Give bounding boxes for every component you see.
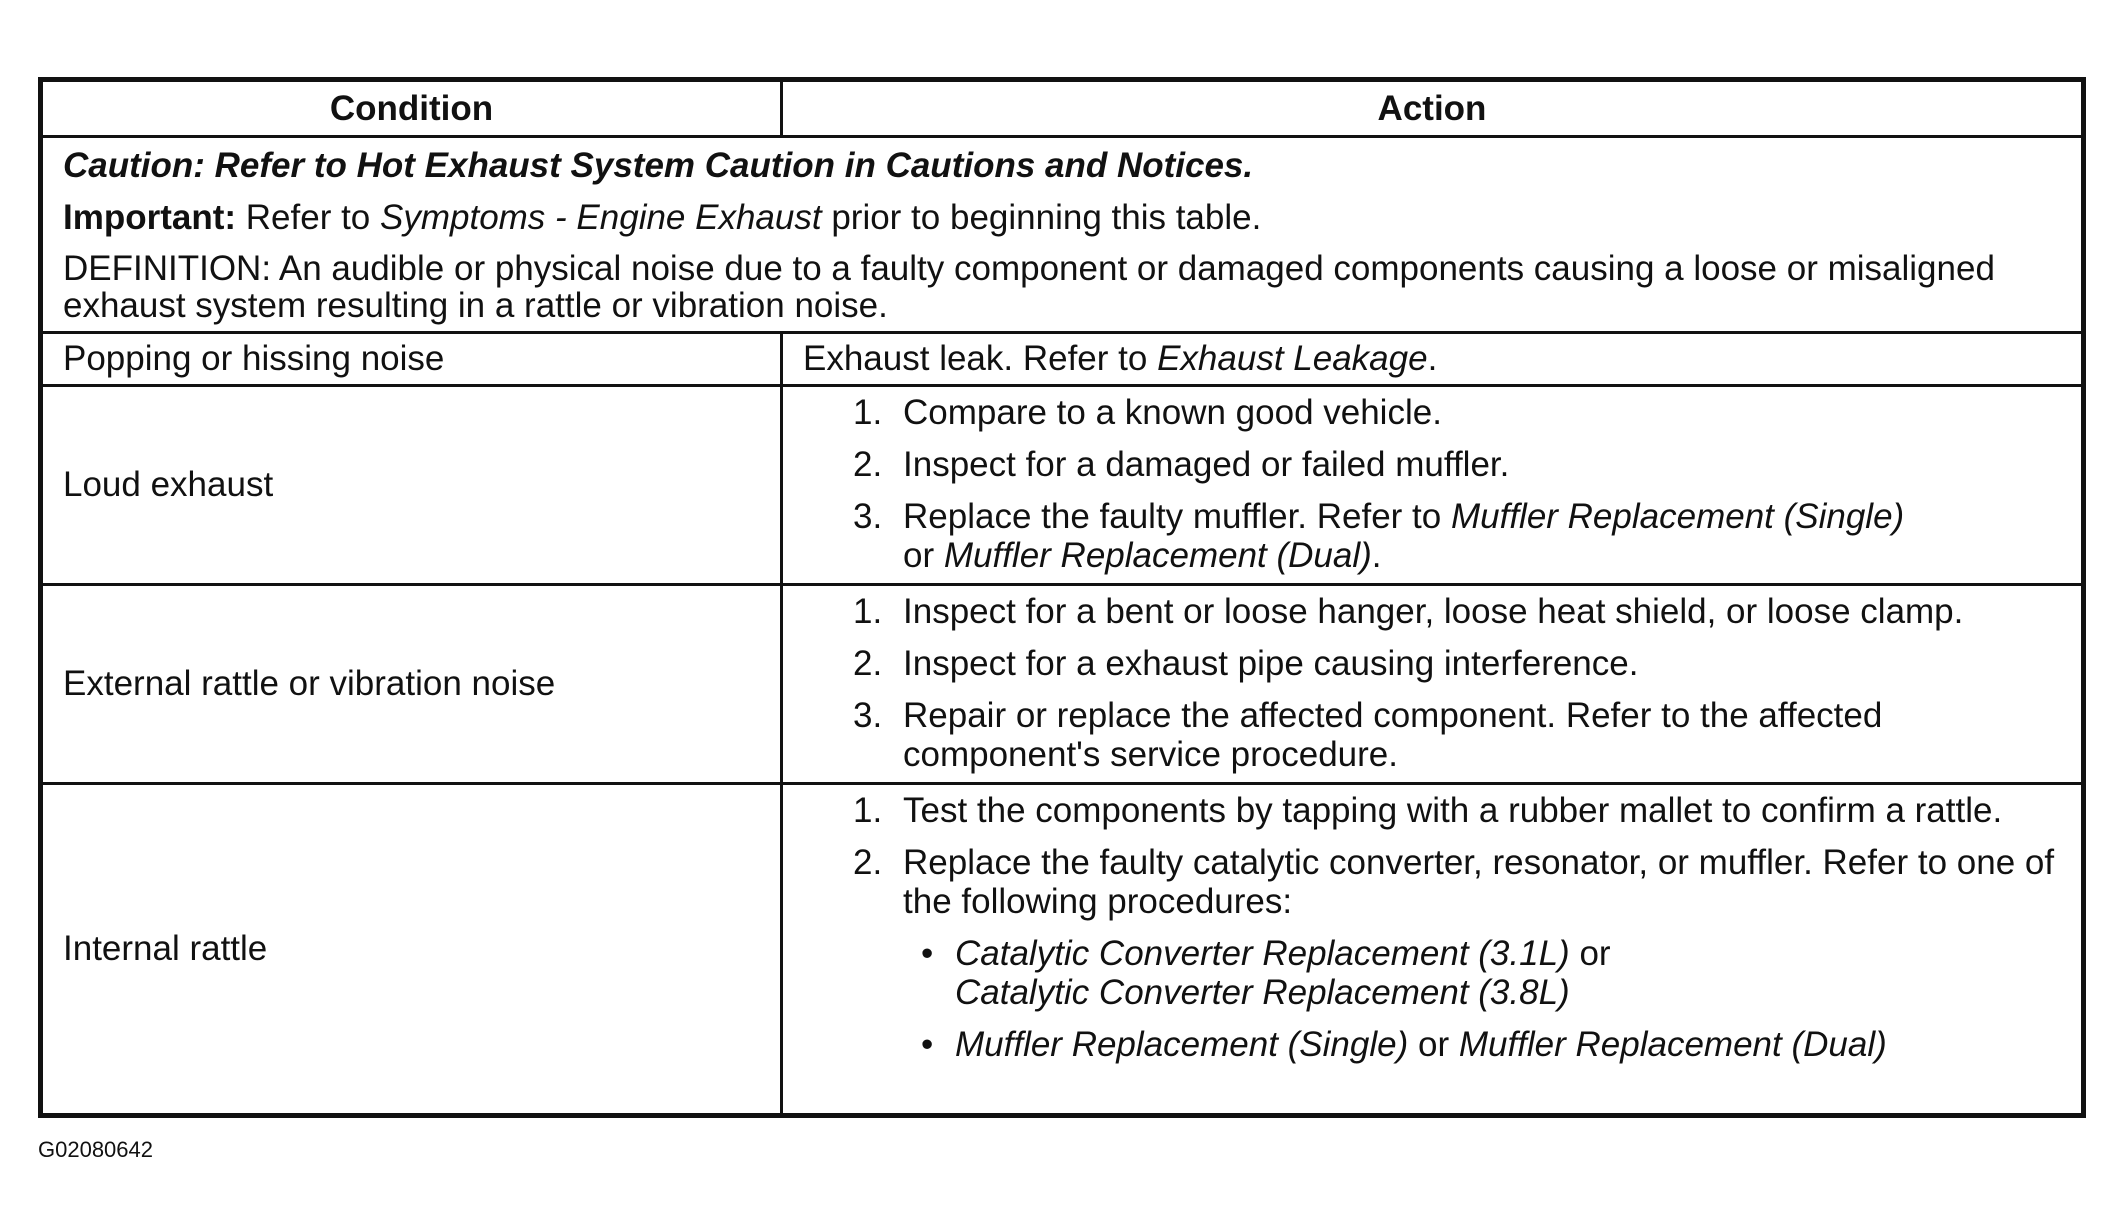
intro-row	[43, 135, 2081, 331]
list-item	[903, 934, 2061, 1012]
important-note	[63, 185, 2061, 237]
step-text: Replace the faulty catalytic converter, resonator, or muffler. Refer to one of the following procedures:	[903, 843, 2055, 921]
list-item	[803, 497, 2061, 575]
cat-converter-31-link[interactable]: Catalytic Converter Replacement (3.1L)	[955, 934, 1570, 973]
condition-cell: Loud exhaust	[43, 387, 783, 583]
condition-cell: External rattle or vibration noise	[43, 586, 783, 782]
action-cell	[783, 785, 2081, 1113]
step-text: Inspect for a bent or loose hanger, loose heat shield, or loose clamp.	[903, 592, 1964, 631]
step-text: Replace the faulty muffler. Refer to	[903, 497, 1451, 536]
step-list	[803, 785, 2061, 1064]
table-row	[43, 384, 2081, 583]
step-number: 3.	[853, 497, 883, 536]
step-number: 1.	[853, 393, 883, 432]
cat-converter-38-link[interactable]: Catalytic Converter Replacement (3.8L)	[955, 973, 1570, 1012]
condition-cell: Popping or hissing noise	[43, 334, 783, 384]
bullet-icon: •	[921, 934, 934, 973]
muffler-dual-link[interactable]: Muffler Replacement (Dual)	[943, 536, 1372, 575]
step-number: 2.	[853, 644, 883, 683]
list-item	[803, 644, 2061, 683]
exhaust-leakage-link[interactable]: Exhaust Leakage	[1157, 339, 1428, 378]
muffler-single-link[interactable]: Muffler Replacement (Single)	[1450, 497, 1905, 536]
table-row	[43, 331, 2081, 384]
step-number: 2.	[853, 445, 883, 484]
action-cell	[783, 586, 2081, 782]
table-row	[43, 782, 2081, 1113]
list-item	[803, 791, 2061, 830]
muffler-single-link[interactable]: Muffler Replacement (Single)	[955, 1025, 1409, 1064]
step-number: 1.	[853, 592, 883, 631]
figure-id: G02080642	[38, 1137, 153, 1162]
step-text: Compare to a known good vehicle.	[903, 393, 1442, 432]
important-link[interactable]: Symptoms - Engine Exhaust	[380, 198, 822, 237]
step-text: Test the components by tapping with a rubber mallet to confirm a rattle.	[903, 791, 2003, 830]
definition-text: DEFINITION: An audible or physical noise due to a faulty component or damaged components causing a loose or misaligned exhaust system resulting in a rattle or vibration noise.	[63, 249, 1995, 325]
step-list	[803, 586, 2061, 774]
important-pre: Refer to	[236, 198, 380, 237]
action-pre: Exhaust leak. Refer to	[803, 339, 1158, 378]
action-post: .	[1427, 339, 1438, 378]
procedure-list	[903, 934, 2061, 1064]
list-item	[803, 393, 2061, 432]
caution-text: Caution: Refer to Hot Exhaust System Caution in Cautions and Notices.	[63, 146, 1254, 185]
condition-cell: Internal rattle	[43, 785, 783, 1113]
step-text-mid: or	[903, 536, 944, 575]
diagnostic-table	[38, 77, 2086, 1118]
step-text-post: .	[1371, 536, 1382, 575]
list-item	[803, 445, 2061, 484]
step-text: Inspect for a exhaust pipe causing interference.	[903, 644, 1639, 683]
list-item	[803, 592, 2061, 631]
list-item	[803, 696, 2061, 774]
step-text: Inspect for a damaged or failed muffler.	[903, 445, 1510, 484]
bullet-mid: or	[1408, 1025, 1459, 1064]
table-row	[43, 583, 2081, 782]
step-text: Repair or replace the affected component. Refer to the affected component's service procedure.	[903, 696, 1883, 774]
list-item	[903, 1025, 2061, 1064]
header-condition: Condition	[43, 82, 783, 135]
action-cell	[783, 334, 2081, 384]
step-number: 2.	[853, 843, 883, 882]
header-action: Action	[1377, 88, 1487, 128]
bullet-icon: •	[921, 1025, 934, 1064]
table-header-row	[43, 82, 2081, 135]
step-number: 3.	[853, 696, 883, 735]
list-item	[803, 843, 2061, 1064]
action-cell	[783, 387, 2081, 583]
important-post: prior to beginning this table.	[821, 198, 1262, 237]
important-label: Important:	[63, 198, 237, 237]
step-number: 1.	[853, 791, 883, 830]
bullet-mid: or	[1569, 934, 1611, 973]
step-list	[803, 387, 2061, 575]
muffler-dual-link[interactable]: Muffler Replacement (Dual)	[1458, 1025, 1887, 1064]
